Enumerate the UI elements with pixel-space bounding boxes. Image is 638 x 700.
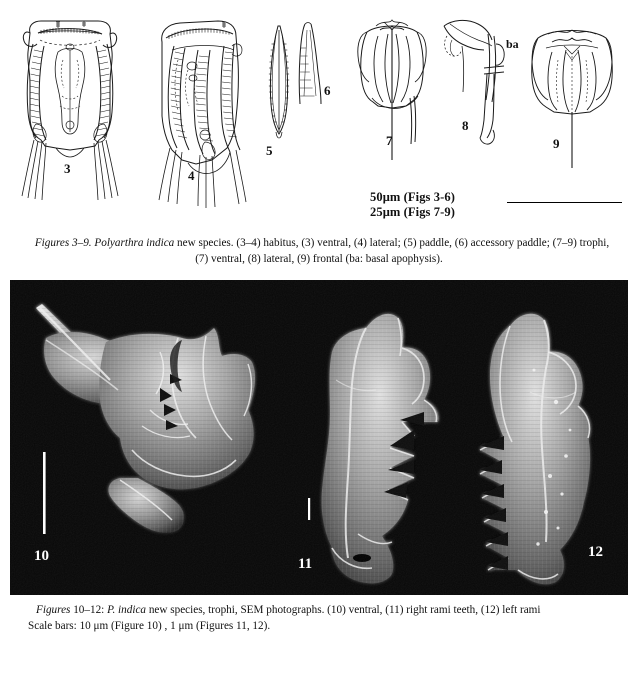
figure-4-drawing: [159, 21, 246, 208]
sem-figure-10-number: 10: [34, 548, 49, 564]
sem-photograph-plate: [10, 280, 628, 595]
caption-top-prefix: Figures 3–9.: [34, 237, 92, 249]
caption-top-rest: new species. (3–4) habitus, (3) ventral, (4) lateral; (5) paddle, (6) accessory paddle; (7–9) trophi,: [174, 237, 610, 249]
caption-top-line-2: (7) ventral, (8) lateral, (9) frontal (ba: basal apophysis).: [195, 252, 443, 265]
figure-8-drawing: [444, 20, 504, 144]
figure-8-ba-label: ba: [506, 37, 519, 51]
figure-7-number: 7: [386, 133, 393, 148]
caption-top-line-1: [0, 236, 638, 252]
figure-9-number: 9: [553, 136, 560, 151]
figure-4-number: 4: [188, 168, 195, 183]
scale-legend-line-2: 25μm (Figs 7-9): [370, 205, 455, 219]
sem-scale-bar-10: [43, 452, 46, 534]
sem-plate-svg: [10, 280, 628, 595]
caption-top-taxon: Polyarthra indica: [94, 237, 175, 249]
figure-6-number: 6: [324, 83, 331, 98]
sem-figure-11-number: 11: [298, 556, 313, 572]
scale-legend-line-1: 50μm (Figs 3-6): [370, 190, 455, 204]
sem-film-grain: [10, 280, 628, 595]
caption-figures-3-9: [0, 236, 638, 267]
scale-legend-rows: [370, 190, 455, 220]
scale-bar-rule: [507, 202, 622, 203]
caption-bottom-prefix: Figures: [36, 604, 71, 616]
figure-5-drawing: [269, 26, 289, 138]
figure-3-number: 3: [64, 161, 71, 176]
caption-bottom-line-2: Scale bars: 10 μm (Figure 10) , 1 μm (Figures 11, 12).: [28, 620, 271, 632]
figure-6-drawing: [299, 23, 321, 105]
caption-bottom-rest: new species, trophi, SEM photographs. (10) ventral, (11) right rami teeth, (12) left rami: [146, 604, 541, 616]
sem-figure-12-number: 12: [588, 544, 603, 560]
scale-legend: [370, 190, 630, 228]
caption-figures-10-12: [28, 602, 628, 634]
caption-bottom-range: 10–12:: [70, 604, 108, 616]
caption-bottom-taxon: P. indica: [107, 604, 147, 616]
caption-bottom-line-1: [28, 602, 628, 618]
figure-5-number: 5: [266, 143, 273, 158]
figure-9-drawing: [532, 30, 613, 168]
figure-8-number: 8: [462, 118, 469, 133]
sem-scale-bar-11: [308, 498, 310, 520]
